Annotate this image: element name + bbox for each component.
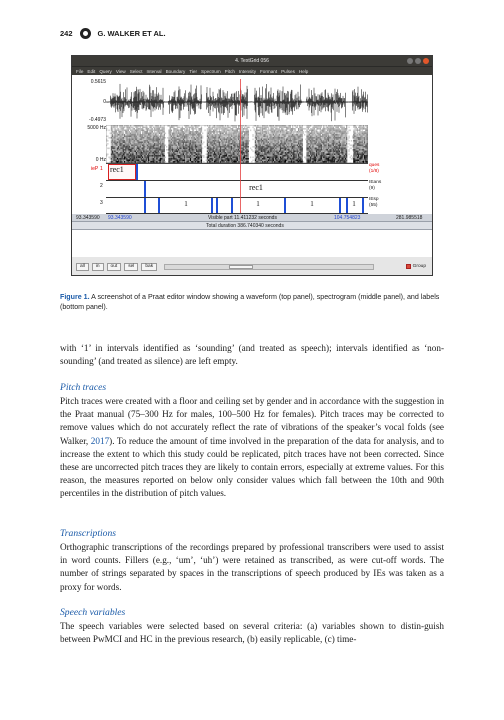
menu-file[interactable]: File [76, 68, 84, 74]
menu-intensity[interactable]: Intensity [238, 68, 256, 74]
spec-top-label: 5000 Hz [87, 125, 106, 131]
boundary[interactable] [346, 198, 348, 213]
menu-pitch[interactable]: Pitch [224, 68, 235, 74]
tier-3-label: 1 [352, 200, 356, 208]
tier-3-label: 1 [184, 200, 188, 208]
menu-spectrum[interactable]: Spectrum [201, 68, 221, 74]
publisher-logo-icon [80, 28, 91, 39]
visible-duration: Visible part 11.411232 seconds [208, 215, 277, 221]
boundary[interactable] [231, 198, 233, 213]
menu-formant[interactable]: Formant [260, 68, 278, 74]
tier-1-number: 1 [100, 166, 103, 172]
zoom-out-button[interactable]: out [107, 263, 122, 271]
wave-min-label: -0.4973 [89, 117, 106, 123]
menu-boundary[interactable]: Boundary [165, 68, 186, 74]
time-scrollbar[interactable] [164, 264, 374, 270]
group-label: Group [412, 264, 426, 269]
tier-3[interactable] [106, 198, 368, 214]
caption-text: A screenshot of a Praat editor window showing a waveform (top panel), spectrogram (middle panel), and labels (bottom panel). [60, 293, 440, 311]
zoom-in-button[interactable]: in [92, 263, 104, 271]
paragraph-speech-variables: The speech variables were selected based on several criteria: (a) variables shown to distin-guish between PwMCI and HC in the previous research, (b) easily replicable, (c) time- [60, 621, 444, 645]
page-number: 242 [60, 28, 73, 38]
tier-2-count: (9) [369, 185, 375, 191]
scrollbar-thumb[interactable] [229, 265, 253, 269]
paragraph-transcriptions: Orthographic transcriptions of the recordings prepared by professional transcribers were used to assist in word counts. Fillers (e.g., ‘um’, ‘uh’) were retained as transcribed, as were cut-off words. The number of strings separated by spaces in the transcriptions of speech produced by IEs was taken as a proxy for words. [60, 542, 444, 592]
spectrogram-panel[interactable] [106, 125, 368, 163]
zoom-controls [72, 258, 432, 275]
tier-3-info [369, 197, 379, 208]
heading-transcriptions: Transcriptions [60, 528, 116, 539]
praat-editor-window [71, 55, 433, 276]
waveform-panel[interactable] [106, 79, 368, 125]
tier-2[interactable] [106, 181, 368, 198]
selection-start: 93.343590 [108, 215, 132, 221]
pitch-text-b: ). To reduce the amount of time involved in the preparation of the data for analysis, and to increase the extent to which this study could be replicated, pitch traces have not been corrected. Since these are uncorrected pitch traces they are likely to contain errors, especially at extreme values. For this reason, the measures reported on below only consider values which fall between the 10th and 90th percentiles in the distribution of pitch values. [60, 435, 444, 499]
zoom-back-button[interactable]: bak [141, 263, 157, 271]
tier-2-name: IEans [369, 180, 382, 185]
tier-3-number: 3 [100, 200, 103, 206]
time-status-bar [72, 214, 432, 230]
tier-2-number: 2 [100, 183, 103, 189]
group-checkbox[interactable] [406, 264, 426, 269]
menu-query[interactable]: Query [99, 68, 112, 74]
boundary[interactable] [144, 181, 146, 197]
citation-link[interactable]: 2017 [90, 435, 110, 446]
menu-pulses[interactable]: Pulses [281, 68, 295, 74]
window-title: 4. TextGrid 056 [235, 58, 269, 64]
boundary[interactable] [216, 198, 218, 213]
visible-row[interactable] [72, 214, 432, 222]
tier-3-label: 1 [256, 200, 260, 208]
boundary[interactable] [211, 198, 213, 213]
menu-edit[interactable]: Edit [87, 68, 96, 74]
menu-bar [72, 66, 432, 75]
editor-canvas[interactable] [72, 75, 432, 257]
wave-max-label: 0.5615 [90, 79, 106, 85]
tier-1-marker: ieP [91, 166, 99, 172]
boundary[interactable] [339, 198, 341, 213]
boundary[interactable] [144, 198, 146, 213]
zoom-sel-button[interactable]: sel [124, 263, 138, 271]
running-header [60, 26, 166, 40]
spec-bottom-label: 0 Hz [95, 157, 106, 163]
menu-interval[interactable]: Interval [146, 68, 162, 74]
menu-view[interactable]: View [115, 68, 126, 74]
selection-end: 104.754823 [334, 215, 361, 221]
minimize-icon[interactable] [407, 58, 413, 64]
close-icon[interactable] [423, 58, 429, 64]
tier-1-info [369, 163, 379, 174]
tier-3-count: (55) [369, 202, 378, 208]
tier-1[interactable] [106, 164, 368, 181]
running-authors: G. WALKER ET AL. [97, 28, 166, 38]
boundary[interactable] [362, 198, 364, 213]
menu-tier[interactable]: Tier [189, 68, 197, 74]
maximize-icon[interactable] [415, 58, 421, 64]
tier-1-label: rec1 [110, 165, 124, 174]
figure-caption [60, 292, 444, 312]
textgrid-tiers[interactable] [106, 163, 368, 213]
figure-label: Figure 1. [60, 293, 90, 301]
wave-zero-label: 0 [103, 99, 106, 105]
menu-help[interactable]: Help [298, 68, 309, 74]
boundary[interactable] [158, 198, 160, 213]
cursor-line [240, 79, 241, 213]
total-duration: Total duration 386.740340 seconds [206, 223, 284, 229]
checkbox-icon[interactable] [406, 264, 411, 269]
window-titlebar [72, 56, 432, 66]
tier-3-name: IEsp [369, 197, 379, 202]
boundary[interactable] [284, 198, 286, 213]
tier-1-name: ques [369, 163, 380, 168]
tier-1-count: (1/8) [369, 168, 379, 174]
right-time: 281.985518 [396, 215, 423, 221]
heading-pitch-traces: Pitch traces [60, 382, 107, 393]
paragraph-pitch-traces [60, 395, 444, 501]
left-time: 93.343590 [76, 215, 100, 221]
boundary[interactable] [136, 164, 138, 180]
tier-2-info [369, 180, 381, 191]
total-row[interactable] [72, 222, 432, 230]
paragraph-continuation: with ‘1’ in intervals identified as ‘sounding’ (and treated as speech); intervals identified as ‘non-sounding’ (and treated as silence) are left empty. [60, 343, 444, 367]
tier-3-label: 1 [310, 200, 314, 208]
zoom-all-button[interactable]: all [76, 263, 89, 271]
tier-2-label: rec1 [249, 183, 263, 192]
heading-speech-variables: Speech variables [60, 607, 126, 618]
pitch-text-a: Pitch traces were created with a floor and ceiling set by gender and in accordance with the suggestion in the Praat manual (75–300 Hz for males, 100–500 Hz for females). Pitch traces may be corrected to remove values which do not accurately reflect the rate of vibrations of the speaker’s vocal folds (see Walker, [60, 396, 444, 446]
menu-select[interactable]: Select [129, 68, 143, 74]
